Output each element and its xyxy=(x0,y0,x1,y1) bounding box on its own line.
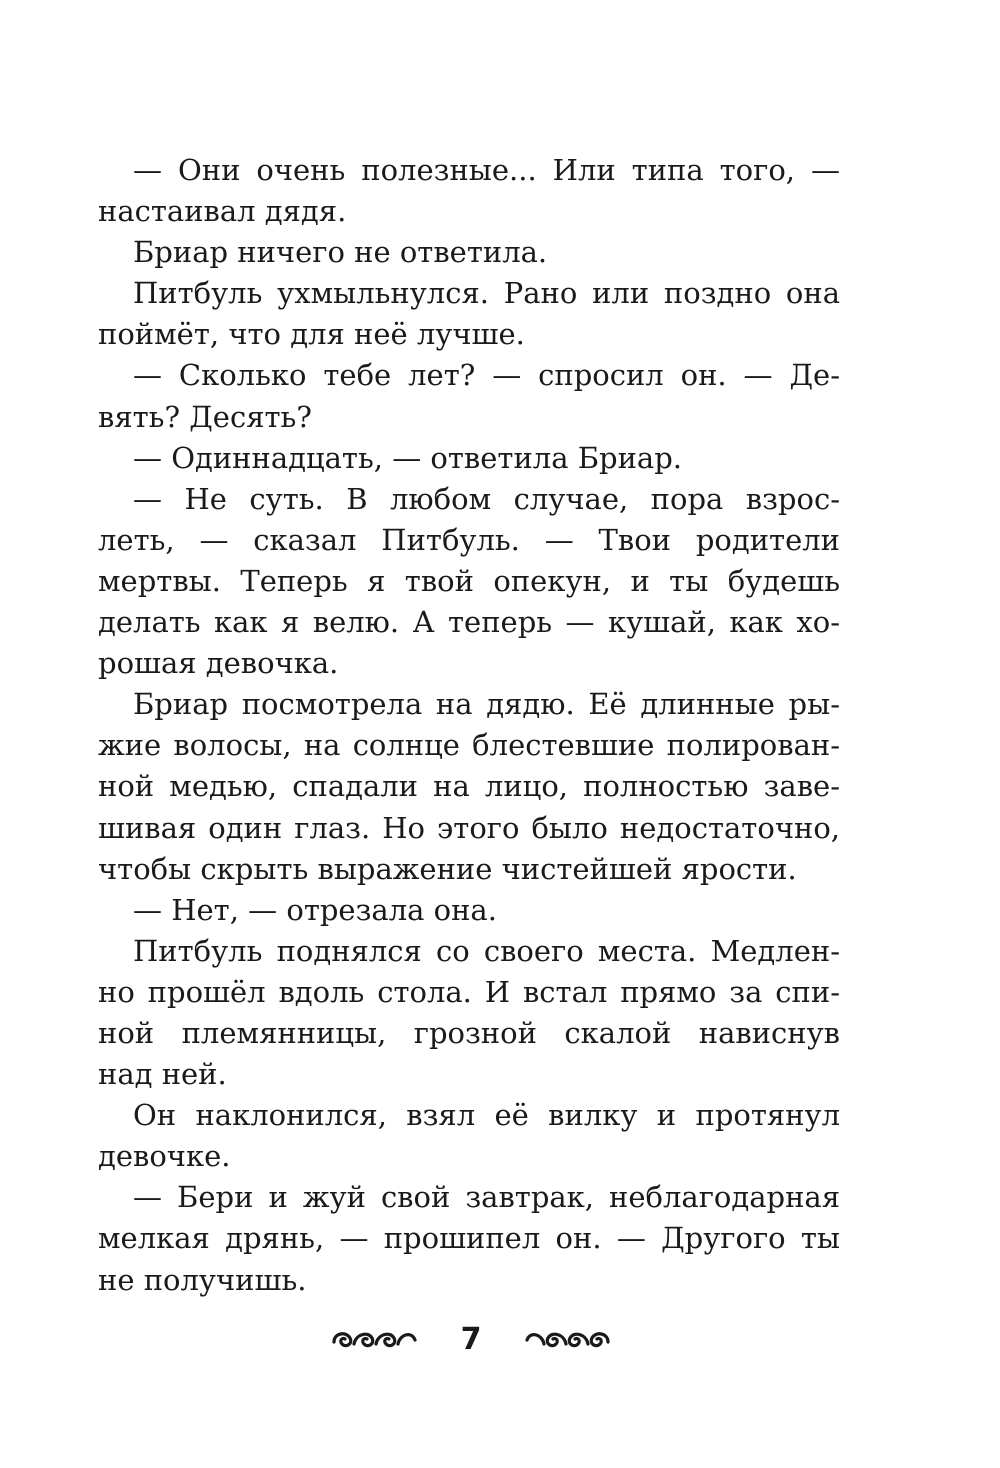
text-line: но прошёл вдоль стола. И встал прямо за спи- xyxy=(98,974,840,1009)
page-number: 7 xyxy=(460,1322,482,1357)
page-footer xyxy=(0,1318,1000,1362)
text-line: Бриар ничего не ответила. xyxy=(133,235,548,270)
text-line: Бриар посмотрела на дядю. Её длинные ры- xyxy=(133,687,840,722)
text-line: Питбуль поднялся со своего места. Медлен- xyxy=(133,933,840,968)
swirl-ornament-left-icon xyxy=(330,1326,418,1352)
text-line: над ней. xyxy=(98,1057,227,1092)
text-line: шивая один глаз. Но этого было недостаточно, xyxy=(98,810,840,845)
text-line: не получишь. xyxy=(98,1262,307,1297)
text-line: — Они очень полезные... Или типа того, — xyxy=(133,153,840,187)
text-line: вять? Десять? xyxy=(98,399,312,434)
text-line: рошая девочка. xyxy=(98,646,339,681)
text-line: леть, — сказал Питбуль. — Твои родители xyxy=(98,522,840,557)
text-line: Он наклонился, взял её вилку и протянул xyxy=(133,1098,840,1133)
text-line: — Нет, — отрезала она. xyxy=(133,892,497,927)
text-line: ной племянницы, грозной скалой нависнув xyxy=(98,1015,840,1050)
text-line: — Одиннадцать, — ответила Бриар. xyxy=(133,440,682,475)
text-line: мертвы. Теперь я твой опекун, и ты будешь xyxy=(98,563,840,598)
text-line: — Сколько тебе лет? — спросил он. — Де- xyxy=(133,358,840,393)
swirl-ornament-right-icon xyxy=(524,1326,612,1352)
text-line: Питбуль ухмыльнулся. Рано или поздно она xyxy=(133,276,840,311)
text-line: поймёт, что для неё лучше. xyxy=(98,317,525,352)
text-line: ной медью, спадали на лицо, полностью заве- xyxy=(98,769,840,804)
text-line: настаивал дядя. xyxy=(98,194,347,229)
text-line: — Бери и жуй свой завтрак, неблагодарная xyxy=(133,1180,840,1215)
text-line: мелкая дрянь, — прошипел он. — Другого ты xyxy=(98,1221,840,1256)
text-line: — Не суть. В любом случае, пора взрос- xyxy=(133,481,840,516)
text-line: чтобы скрыть выражение чистейшей ярости. xyxy=(98,851,797,886)
text-line: делать как я велю. А теперь — кушай, как хо- xyxy=(98,605,840,640)
text-line: жие волосы, на солнце блестевшие полирован- xyxy=(98,728,840,763)
text-line: девочке. xyxy=(98,1139,231,1174)
body-text xyxy=(98,150,840,1301)
